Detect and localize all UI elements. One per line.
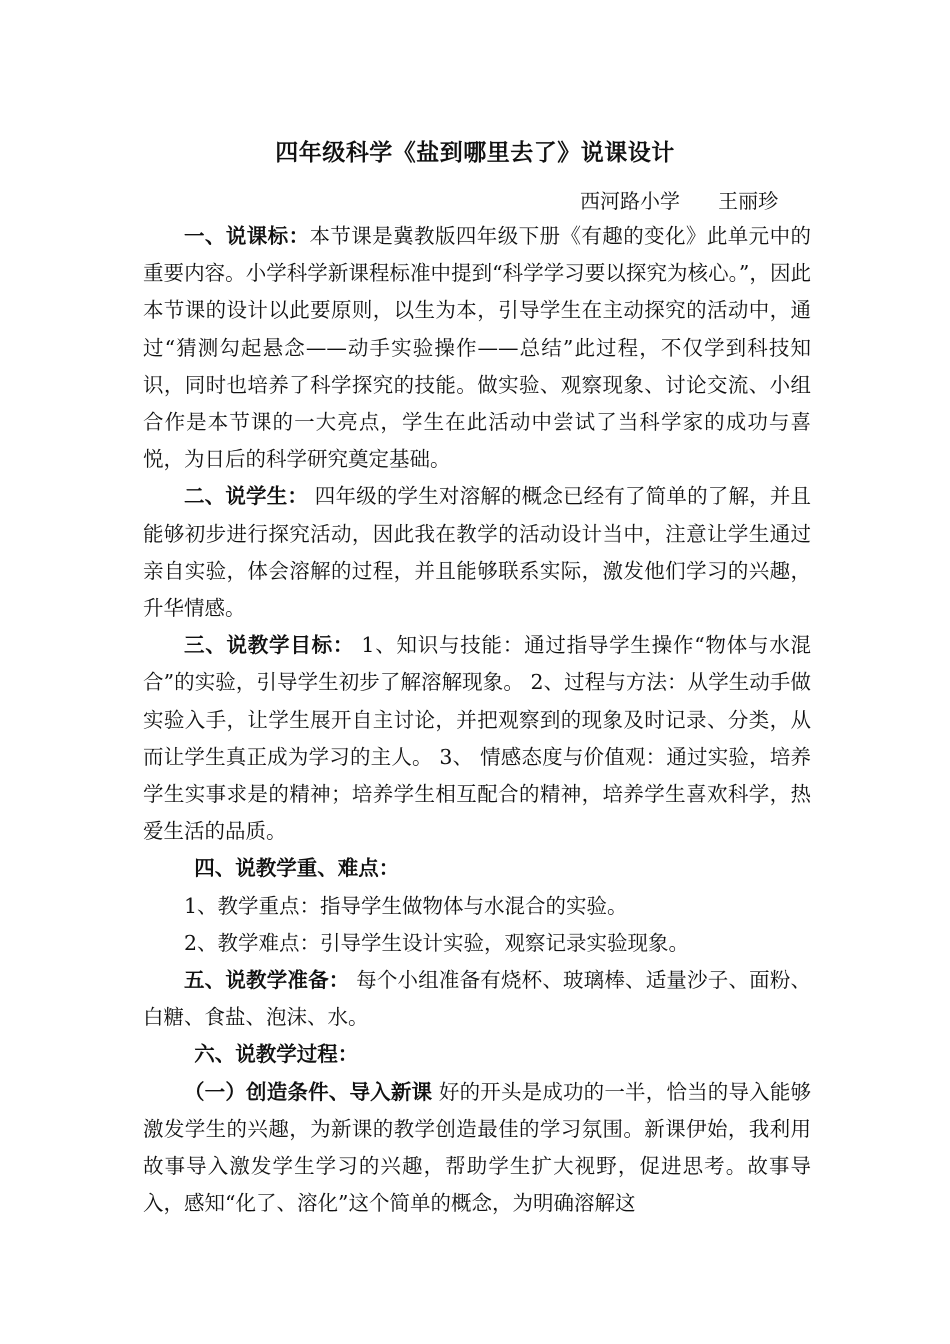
section-heading: 五、说教学准备： xyxy=(184,968,350,993)
document-body xyxy=(143,218,811,1222)
section-paragraph xyxy=(143,1074,811,1223)
author-line: 西河路小学 王丽珍 xyxy=(580,189,779,213)
section-text: 2、教学难点：引导学生设计实验，观察记录实验现象。 xyxy=(184,930,690,955)
section-text: 1、教学重点：指导学生做物体与水混合的实验。 xyxy=(184,893,628,918)
section-paragraph xyxy=(143,1036,811,1073)
section-heading: 六、说教学过程： xyxy=(194,1042,359,1067)
section-paragraph xyxy=(143,478,811,627)
section-paragraph xyxy=(143,888,811,925)
section-paragraph xyxy=(143,627,811,850)
section-text: 每个小组准备有烧杯、玻璃棒、适量沙子、面粉、白糖、食盐、泡沫、水。 xyxy=(143,968,812,1030)
section-text: 好的开头是成功的一半，恰当的导入能够激发学生的兴趣，为新课的教学创造最佳的学习氛围。新课伊始，我利用故事导入激发学生学习的兴趣，帮助学生扩大视野，促进思考。故事导入，感知“化了、溶化”这个简单的概念，为明确溶解这 xyxy=(143,1079,812,1216)
section-paragraph xyxy=(143,925,811,962)
section-text: 本节课是冀教版四年级下册《有趣的变化》此单元中的重要内容。小学科学新课程标准中提到“科学学习要以探究为核心。”，因此本节课的设计以此要原则，以生为本，引导学生在主动探究的活动中，通过“猜测勾起悬念——动手实验操作——总结”此过程，不仅学到科技知识，同时也培养了科学探究的技能。做实验、观察现象、讨论交流、小组合作是本节课的一大亮点，学生在此活动中尝试了当科学家的成功与喜悦，为日后的科学研究奠定基础。 xyxy=(143,224,812,472)
document-title: 四年级科学《盐到哪里去了》说课设计 xyxy=(275,140,675,166)
section-heading: 四、说教学重、难点： xyxy=(194,856,400,881)
section-paragraph xyxy=(143,962,811,1036)
section-heading: 二、说学生： xyxy=(184,484,309,509)
section-text: 四年级的学生对溶解的概念已经有了简单的了解，并且能够初步进行探究活动，因此我在教学的活动设计当中，注意让学生通过亲自实验，体会溶解的过程，并且能够联系实际，激发他们学习的兴趣，升华情感。 xyxy=(143,484,812,621)
section-text: 1、知识与技能：通过指导学生操作“物体与水混合”的实验，引导学生初步了解溶解现象。 2、过程与方法：从学生动手做实验入手，让学生展开自主讨论，并把观察到的现象及时记录、分类，从而让学生真正成为学习的主人。 3、 情感态度与价值观：通过实验，培养学生实事求是的精神；培养学生相互配合的精神，培养学生喜欢科学，热爱生活的品质。 xyxy=(143,633,811,844)
section-heading: 三、说教学目标： xyxy=(184,633,355,658)
section-heading: 一、说课标： xyxy=(184,224,310,248)
section-heading: （一）创造条件、导入新课 xyxy=(184,1079,433,1104)
section-paragraph xyxy=(143,218,811,478)
section-paragraph xyxy=(143,850,811,887)
